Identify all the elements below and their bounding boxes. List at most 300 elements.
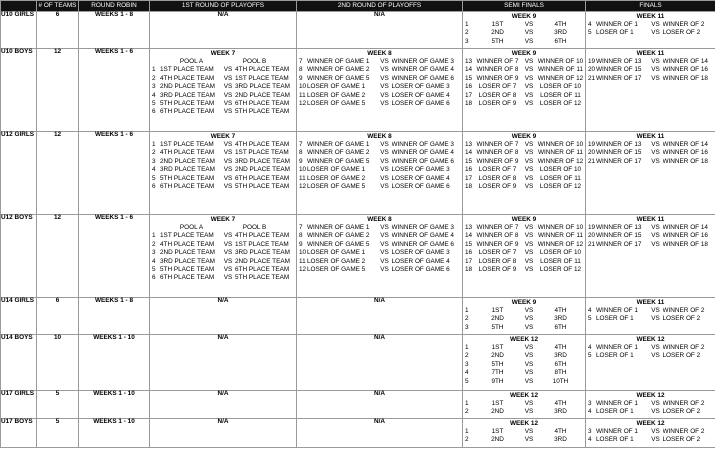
vs-label: VS <box>223 232 233 240</box>
vs-label: VS <box>651 58 660 65</box>
vs-label: VS <box>651 240 660 248</box>
vs-label: VS <box>380 174 389 182</box>
semi-finals-cell <box>463 132 586 215</box>
game-number: 2 <box>152 74 156 82</box>
game-number: 4 <box>152 91 156 99</box>
team-b: 3RD PLACE TEAM <box>235 249 290 257</box>
vs-label: VS <box>524 232 534 240</box>
finals-week: WEEK 12 <box>636 420 665 427</box>
vs-label: VS <box>524 408 534 416</box>
team-a: WINNER OF 1 <box>596 344 638 351</box>
game-number: 3 <box>588 428 592 435</box>
team-a: LOSER OF 8 <box>478 174 517 182</box>
vs-label: VS <box>223 149 233 157</box>
team-a: LOSER OF 8 <box>478 91 517 99</box>
finals-game <box>586 241 715 249</box>
semi-game <box>463 400 585 408</box>
team-b: WINNER OF GAME 6 <box>391 74 454 82</box>
semi-game <box>463 75 585 83</box>
team-b: LOSER OF 10 <box>539 166 582 174</box>
team-b: 3RD <box>554 352 567 360</box>
team-b: WINNER OF 2 <box>662 344 705 351</box>
team-a: WINNER OF GAME 5 <box>307 74 370 82</box>
finals-week: WEEK 11 <box>636 50 665 57</box>
first-round-game <box>150 158 296 166</box>
round-robin-weeks: WEEKS 1 - 10 <box>79 335 150 391</box>
team-a: LOSER OF 7 <box>478 83 517 91</box>
finals-cell <box>586 298 715 335</box>
team-a: 2ND PLACE TEAM <box>160 157 215 165</box>
vs-label: VS <box>223 249 233 257</box>
vs-label: VS <box>380 58 389 65</box>
team-a: LOSER OF GAME 5 <box>307 265 366 273</box>
team-a: LOSER OF 9 <box>478 99 517 107</box>
vs-label: VS <box>524 265 534 273</box>
semi-week: WEEK 9 <box>511 13 537 20</box>
team-a: WINNER OF GAME 2 <box>307 232 370 240</box>
vs-label: VS <box>223 257 233 265</box>
finals-cell <box>586 391 715 419</box>
game-number: 14 <box>465 232 473 240</box>
team-a: 2ND PLACE TEAM <box>160 83 215 91</box>
team-a: 6TH PLACE TEAM <box>160 182 215 190</box>
round-robin-weeks: WEEKS 1 - 8 <box>79 12 150 49</box>
vs-label: VS <box>223 108 233 116</box>
team-a: 5TH PLACE TEAM <box>160 174 215 182</box>
game-number: 13 <box>465 58 473 65</box>
vs-label: VS <box>651 408 660 416</box>
semi-game <box>463 38 585 46</box>
first-round-game <box>150 241 296 249</box>
division-row <box>1 298 715 335</box>
round-robin-weeks: WEEKS 1 - 6 <box>79 49 150 132</box>
game-number: 7 <box>299 224 303 231</box>
team-a: WINNER OF 8 <box>476 149 519 157</box>
finals-cell <box>586 12 715 49</box>
team-b: 4TH <box>554 400 567 407</box>
first-round-game <box>150 108 296 116</box>
semi-week: WEEK 12 <box>509 336 539 343</box>
game-number: 17 <box>465 174 473 182</box>
game-number: 3 <box>152 249 156 257</box>
vs-label: VS <box>524 315 534 323</box>
division-name: U12 GIRLS <box>1 132 37 215</box>
header-second-round: 2ND ROUND OF PLAYOFFS <box>297 1 463 12</box>
semi-week: WEEK 9 <box>511 299 537 306</box>
finals-week: WEEK 11 <box>636 133 665 140</box>
semi-game <box>463 66 585 74</box>
team-b: LOSER OF GAME 3 <box>391 83 450 91</box>
second-round-game <box>297 92 462 100</box>
team-a: 5TH PLACE TEAM <box>160 265 215 273</box>
vs-label: VS <box>380 224 389 231</box>
round-robin-weeks: WEEKS 1 - 10 <box>79 419 150 448</box>
semi-week: WEEK 9 <box>511 50 537 57</box>
team-a: 2ND <box>491 436 504 444</box>
team-b: WINNER OF 10 <box>537 141 584 148</box>
division-row <box>1 391 715 419</box>
first-round-cell: N/A <box>150 298 297 335</box>
division-name: U17 BOYS <box>1 419 37 448</box>
second-round-week: WEEK 8 <box>367 50 392 57</box>
team-b: 5TH PLACE TEAM <box>235 108 290 116</box>
second-round-game <box>297 175 462 183</box>
semi-week: WEEK 9 <box>511 133 537 140</box>
vs-label: VS <box>524 166 534 174</box>
game-number: 1 <box>465 428 469 435</box>
game-number: 5 <box>588 315 592 323</box>
semi-game <box>463 436 585 444</box>
finals-game <box>586 344 715 352</box>
team-b: 3RD <box>554 315 567 323</box>
game-number: 4 <box>588 307 592 314</box>
vs-label: VS <box>223 240 233 248</box>
vs-label: VS <box>651 428 660 435</box>
team-b: 4TH <box>554 307 567 314</box>
game-number: 12 <box>299 99 307 107</box>
team-b: LOSER OF 11 <box>540 174 581 182</box>
game-number: 21 <box>588 240 596 248</box>
team-a: WINNER OF GAME 1 <box>307 141 370 148</box>
vs-label: VS <box>380 182 389 190</box>
header-division <box>1 1 37 12</box>
team-a: 4TH PLACE TEAM <box>160 240 215 248</box>
team-count: 12 <box>37 215 79 298</box>
vs-label: VS <box>651 307 660 314</box>
team-b: 5TH PLACE TEAM <box>235 182 290 190</box>
game-number: 13 <box>465 224 473 231</box>
second-round-game <box>297 141 462 149</box>
team-b: LOSER OF 10 <box>539 83 582 91</box>
team-b: LOSER OF 2 <box>662 436 701 444</box>
team-b: LOSER OF GAME 4 <box>391 257 450 265</box>
division-row <box>1 215 715 298</box>
vs-label: VS <box>223 99 233 107</box>
first-round-game <box>150 149 296 157</box>
team-b: WINNER OF 2 <box>662 428 705 435</box>
first-round-game <box>150 232 296 240</box>
second-round-game <box>297 58 462 66</box>
team-b: WINNER OF GAME 6 <box>391 157 454 165</box>
team-b: 10TH <box>552 377 569 385</box>
team-b: 8TH <box>554 369 567 377</box>
finals-week: WEEK 11 <box>636 216 665 223</box>
game-number: 18 <box>465 99 473 107</box>
team-a: WINNER OF GAME 5 <box>307 157 370 165</box>
vs-label: VS <box>524 224 534 231</box>
team-a: 2ND <box>491 352 504 360</box>
team-count: 6 <box>37 298 79 335</box>
game-number: 19 <box>588 141 596 148</box>
team-a: LOSER OF GAME 1 <box>307 249 366 257</box>
team-a: WINNER OF 15 <box>596 232 642 240</box>
vs-label: VS <box>380 265 389 273</box>
game-number: 4 <box>152 166 156 174</box>
team-b: 6TH PLACE TEAM <box>235 99 290 107</box>
team-a: WINNER OF 17 <box>596 240 642 248</box>
semi-game <box>463 266 585 274</box>
game-number: 4 <box>588 344 592 351</box>
header-first-round: 1ST ROUND OF PLAYOFFS <box>150 1 297 12</box>
vs-label: VS <box>223 274 233 282</box>
team-a: LOSER OF 9 <box>478 265 517 273</box>
division-name: U12 BOYS <box>1 215 37 298</box>
team-a: 4TH PLACE TEAM <box>160 74 215 82</box>
game-number: 18 <box>465 182 473 190</box>
first-round-game <box>150 183 296 191</box>
semi-game <box>463 324 585 332</box>
game-number: 20 <box>588 149 596 157</box>
vs-label: VS <box>223 265 233 273</box>
round-robin-weeks: WEEKS 1 - 6 <box>79 132 150 215</box>
team-b: WINNER OF 18 <box>662 74 708 82</box>
semi-game <box>463 141 585 149</box>
header-row <box>1 1 715 12</box>
vs-label: VS <box>524 377 534 385</box>
team-a: WINNER OF 1 <box>596 428 638 435</box>
team-a: LOSER OF GAME 2 <box>307 257 366 265</box>
semi-game <box>463 249 585 257</box>
division-row <box>1 12 715 49</box>
team-count: 5 <box>37 419 79 448</box>
team-b: WINNER OF 11 <box>538 149 583 157</box>
vs-label: VS <box>524 99 534 107</box>
team-a: 5TH PLACE TEAM <box>160 99 215 107</box>
team-b: LOSER OF 11 <box>540 257 581 265</box>
game-number: 1 <box>152 232 156 240</box>
team-a: WINNER OF 1 <box>596 307 638 314</box>
team-b: 6TH PLACE TEAM <box>235 174 290 182</box>
team-b: 3RD <box>554 29 567 37</box>
vs-label: VS <box>524 352 534 360</box>
team-a: 1ST <box>491 428 504 435</box>
vs-label: VS <box>651 74 660 82</box>
team-a: 2ND PLACE TEAM <box>160 249 215 257</box>
team-b: WINNER OF 16 <box>662 232 708 240</box>
vs-label: VS <box>651 141 660 148</box>
first-round-cell <box>150 49 297 132</box>
team-b: 3RD <box>554 436 567 444</box>
team-b: WINNER OF 16 <box>662 149 708 157</box>
game-number: 5 <box>465 377 469 385</box>
finals-cell <box>586 335 715 391</box>
team-b: WINNER OF GAME 6 <box>391 240 454 248</box>
vs-label: VS <box>651 315 660 323</box>
game-number: 7 <box>299 141 303 148</box>
division-name: U17 GIRLS <box>1 391 37 419</box>
second-round-game <box>297 249 462 257</box>
game-number: 19 <box>588 224 596 231</box>
game-number: 1 <box>465 21 469 28</box>
team-b: LOSER OF GAME 6 <box>391 99 450 107</box>
finals-game <box>586 58 715 66</box>
team-a: WINNER OF 7 <box>476 224 519 231</box>
semi-game <box>463 258 585 266</box>
vs-label: VS <box>524 240 534 248</box>
team-b: LOSER OF 11 <box>540 91 581 99</box>
team-a: WINNER OF 7 <box>476 58 519 65</box>
vs-label: VS <box>524 141 534 148</box>
semi-game <box>463 307 585 315</box>
first-round-pools <box>150 224 296 232</box>
team-b: 6TH <box>554 360 567 368</box>
team-a: LOSER OF GAME 1 <box>307 166 366 174</box>
team-a: WINNER OF GAME 1 <box>307 224 370 231</box>
game-number: 6 <box>152 274 156 282</box>
semi-game <box>463 58 585 66</box>
semi-week: WEEK 12 <box>509 392 539 399</box>
vs-label: VS <box>524 29 534 37</box>
team-b: LOSER OF GAME 4 <box>391 174 450 182</box>
team-a: 1ST PLACE TEAM <box>160 232 214 240</box>
team-b: 1ST PLACE TEAM <box>235 74 289 82</box>
team-b: WINNER OF 2 <box>662 21 705 28</box>
team-a: WINNER OF 13 <box>596 141 642 148</box>
team-a: 2ND <box>491 408 504 416</box>
semi-game <box>463 241 585 249</box>
vs-label: VS <box>380 166 389 174</box>
game-number: 10 <box>299 83 307 91</box>
team-count: 6 <box>37 12 79 49</box>
second-round-cell <box>297 132 463 215</box>
semi-game <box>463 175 585 183</box>
game-number: 7 <box>299 58 303 65</box>
team-a: LOSER OF 7 <box>478 249 517 257</box>
team-a: 3RD PLACE TEAM <box>160 166 215 174</box>
vs-label: VS <box>524 249 534 257</box>
first-round-game <box>150 266 296 274</box>
game-number: 4 <box>152 257 156 265</box>
team-a: 5TH <box>491 360 504 368</box>
second-round-cell: N/A <box>297 391 463 419</box>
team-a: WINNER OF 8 <box>476 66 519 74</box>
semi-game <box>463 369 585 377</box>
semi-game <box>463 166 585 174</box>
vs-label: VS <box>524 307 534 314</box>
second-round-game <box>297 241 462 249</box>
header-teams: # OF TEAMS <box>37 1 79 12</box>
vs-label: VS <box>524 360 534 368</box>
team-a: 2ND <box>491 29 504 37</box>
team-b: WINNER OF 12 <box>537 240 584 248</box>
vs-label: VS <box>524 257 534 265</box>
team-b: WINNER OF 16 <box>662 66 708 74</box>
vs-label: VS <box>380 232 389 240</box>
team-b: LOSER OF 12 <box>539 99 582 107</box>
first-round-cell: N/A <box>150 419 297 448</box>
vs-label: VS <box>524 83 534 91</box>
team-b: 1ST PLACE TEAM <box>235 149 289 157</box>
semi-game <box>463 224 585 232</box>
vs-label: VS <box>380 149 389 157</box>
game-number: 14 <box>465 66 473 74</box>
vs-label: VS <box>651 66 660 74</box>
division-name: U14 BOYS <box>1 335 37 391</box>
vs-label: VS <box>380 83 389 91</box>
team-a: WINNER OF 17 <box>596 74 642 82</box>
first-round-week: WEEK 7 <box>210 133 236 140</box>
game-number: 2 <box>152 149 156 157</box>
finals-game <box>586 352 715 360</box>
game-number: 10 <box>299 249 307 257</box>
team-b: WINNER OF GAME 4 <box>391 149 454 157</box>
first-round-game <box>150 66 296 74</box>
team-a: 2ND <box>491 315 504 323</box>
game-number: 5 <box>152 174 156 182</box>
game-number: 20 <box>588 66 596 74</box>
second-round-game <box>297 258 462 266</box>
game-number: 15 <box>465 240 473 248</box>
vs-label: VS <box>651 157 660 165</box>
first-round-game <box>150 141 296 149</box>
semi-game <box>463 149 585 157</box>
game-number: 8 <box>299 232 303 240</box>
finals-game <box>586 141 715 149</box>
first-round-game <box>150 249 296 257</box>
semi-game <box>463 408 585 416</box>
game-number: 3 <box>152 83 156 91</box>
finals-week: WEEK 12 <box>636 336 665 343</box>
team-b: WINNER OF 10 <box>537 224 584 231</box>
finals-week: WEEK 11 <box>636 13 665 20</box>
team-b: LOSER OF 2 <box>662 408 701 416</box>
vs-label: VS <box>223 141 233 148</box>
first-round-pools <box>150 58 296 66</box>
team-b: 1ST PLACE TEAM <box>235 240 289 248</box>
first-round-game <box>150 175 296 183</box>
team-a: WINNER OF 9 <box>476 74 519 82</box>
semi-finals-cell <box>463 298 586 335</box>
game-number: 8 <box>299 149 303 157</box>
vs-label: VS <box>380 99 389 107</box>
finals-cell <box>586 49 715 132</box>
vs-label: VS <box>651 344 660 351</box>
first-round-cell: N/A <box>150 391 297 419</box>
round-robin-weeks: WEEKS 1 - 8 <box>79 298 150 335</box>
team-count: 5 <box>37 391 79 419</box>
division-row <box>1 49 715 132</box>
game-number: 1 <box>152 141 156 148</box>
team-a: 1ST PLACE TEAM <box>160 141 214 148</box>
first-round-game <box>150 92 296 100</box>
first-round-cell: N/A <box>150 12 297 49</box>
team-b: 3RD PLACE TEAM <box>235 83 290 91</box>
game-number: 21 <box>588 157 596 165</box>
vs-label: VS <box>223 83 233 91</box>
team-b: WINNER OF 14 <box>662 58 708 65</box>
team-a: WINNER OF 15 <box>596 66 642 74</box>
vs-label: VS <box>651 400 660 407</box>
team-a: 1ST <box>491 344 504 351</box>
game-number: 12 <box>299 182 307 190</box>
vs-label: VS <box>524 344 534 351</box>
header-round-robin: ROUND ROBIN <box>79 1 150 12</box>
team-b: WINNER OF 14 <box>662 141 708 148</box>
game-number: 9 <box>299 240 303 248</box>
game-number: 16 <box>465 83 473 91</box>
team-count: 12 <box>37 132 79 215</box>
second-round-game <box>297 224 462 232</box>
team-a: LOSER OF GAME 2 <box>307 91 366 99</box>
division-name: U10 BOYS <box>1 49 37 132</box>
team-b: 6TH <box>554 37 567 45</box>
team-a: LOSER OF 1 <box>596 408 634 416</box>
game-number: 3 <box>152 157 156 165</box>
team-b: 2ND PLACE TEAM <box>235 166 290 174</box>
vs-label: VS <box>380 91 389 99</box>
game-number: 16 <box>465 166 473 174</box>
first-round-cell: N/A <box>150 335 297 391</box>
